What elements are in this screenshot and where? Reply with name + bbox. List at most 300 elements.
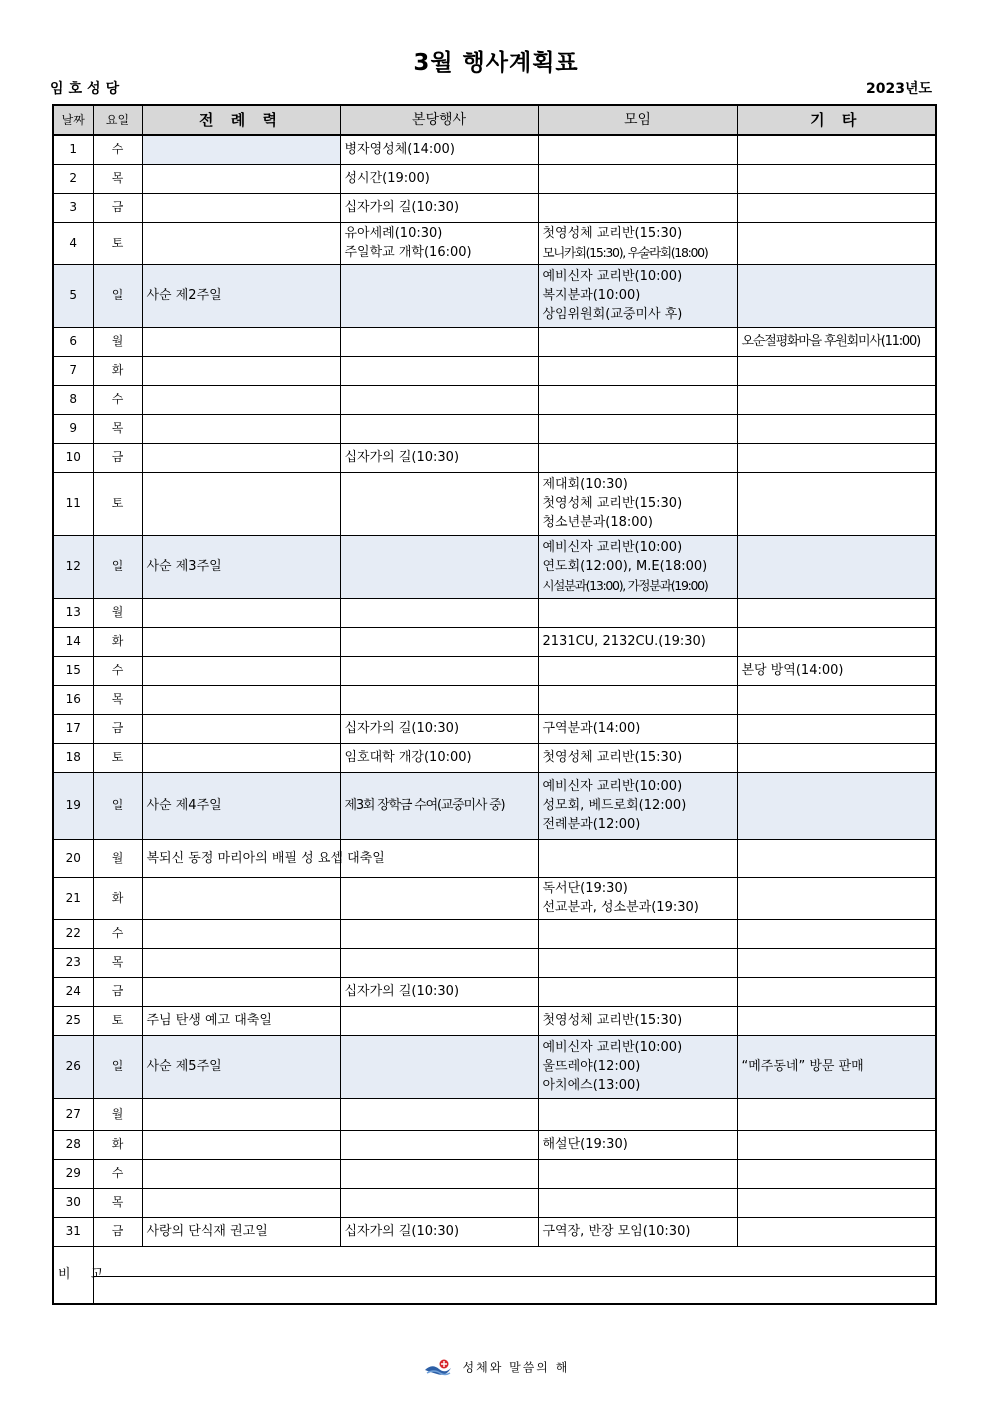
remarks-cell-2: [93, 1276, 936, 1304]
liturgy-cell: [142, 222, 340, 264]
footer: [0, 1358, 992, 1378]
meeting-cell: [538, 1098, 737, 1130]
weekday-cell-line: 화: [111, 1137, 124, 1151]
weekday-cell-line: 수: [111, 1166, 124, 1180]
day-cell-line: 28: [65, 1137, 81, 1151]
liturgy-cell-line: 복되신 동정 마리아의 배필 성 요셉 대축일: [146, 850, 385, 866]
parish-event-cell: [340, 772, 538, 839]
day-cell-line: 4: [69, 235, 78, 250]
day-cell: [53, 685, 93, 714]
table-row: [53, 743, 936, 772]
weekday-cell: [93, 977, 142, 1006]
day-cell: [53, 535, 93, 598]
meeting-cell-line: 모니카회(15:30), 우술라회(18:00): [542, 245, 708, 260]
parish-event-cell: [340, 1006, 538, 1035]
day-cell: [53, 327, 93, 356]
other-cell: [737, 877, 936, 919]
day-cell-line: 23: [65, 955, 81, 969]
meeting-cell: [538, 1130, 737, 1159]
other-cell: [737, 535, 936, 598]
day-cell-line: 7: [69, 363, 78, 377]
weekday-cell-line: 목: [111, 1195, 124, 1209]
other-cell: [737, 414, 936, 443]
weekday-cell: [93, 414, 142, 443]
day-cell-line: 26: [65, 1059, 81, 1073]
meeting-cell-line: 상임위원회(교중미사 후): [542, 307, 683, 322]
meeting-cell: [538, 356, 737, 385]
parish-event-cell-line: 제3회 장학금 수여(교중미사 중): [344, 798, 505, 813]
table-row: [53, 1035, 936, 1098]
liturgy-cell: [142, 1159, 340, 1188]
parish-event-cell: [340, 1217, 538, 1246]
parish-event-cell: [340, 714, 538, 743]
parish-event-cell: [340, 1098, 538, 1130]
day-cell-line: 1: [69, 142, 78, 157]
day-cell-line: 9: [69, 421, 78, 435]
parish-event-cell: [340, 685, 538, 714]
table-row: [53, 1098, 936, 1130]
day-cell: [53, 714, 93, 743]
other-cell: [737, 656, 936, 685]
weekday-cell: [93, 714, 142, 743]
other-cell: [737, 1217, 936, 1246]
day-cell: [53, 1035, 93, 1098]
weekday-cell-line: 금: [111, 200, 124, 214]
other-cell: [737, 385, 936, 414]
meeting-cell: [538, 977, 737, 1006]
weekday-cell-line: 목: [111, 421, 124, 435]
other-cell: [737, 1006, 936, 1035]
day-cell-line: 11: [65, 496, 81, 510]
weekday-cell-line: 화: [111, 634, 124, 648]
liturgy-cell-line: 사순 제5주일: [146, 1059, 222, 1074]
meeting-cell-line: 2131CU, 2132CU.(19:30): [542, 634, 706, 649]
day-cell: [53, 443, 93, 472]
meeting-cell: [538, 714, 737, 743]
weekday-cell: [93, 1006, 142, 1035]
weekday-cell-line: 목: [111, 955, 124, 969]
day-cell: [53, 193, 93, 222]
day-cell: [53, 772, 93, 839]
meeting-cell: [538, 1159, 737, 1188]
remarks-label: 비 고: [53, 1246, 93, 1304]
liturgy-cell-line: 주님 탄생 예고 대축일: [146, 1013, 272, 1028]
meeting-cell-line: 연도회(12:00), M.E(18:00): [542, 559, 708, 574]
day-cell-line: 25: [65, 1013, 81, 1027]
liturgy-cell: [142, 472, 340, 535]
table-row: [53, 385, 936, 414]
meeting-cell: [538, 164, 737, 193]
meeting-cell: [538, 414, 737, 443]
other-cell: [737, 443, 936, 472]
day-cell-line: 30: [65, 1195, 81, 1209]
weekday-cell-line: 수: [111, 663, 124, 677]
day-cell: [53, 977, 93, 1006]
other-cell: [737, 472, 936, 535]
liturgy-cell: [142, 1098, 340, 1130]
weekday-cell: [93, 164, 142, 193]
day-cell-line: 3: [69, 200, 78, 214]
meeting-cell: [538, 1006, 737, 1035]
day-cell-line: 13: [65, 605, 81, 619]
day-cell-line: 12: [65, 559, 81, 573]
day-cell-line: 6: [69, 334, 78, 348]
weekday-cell-line: 수: [111, 926, 124, 940]
other-cell-line: 오순절평화마을 후원회미사(11:00): [741, 334, 920, 349]
day-cell: [53, 1130, 93, 1159]
weekday-cell-line: 토: [111, 496, 124, 510]
liturgy-cell: [142, 414, 340, 443]
meeting-cell: [538, 1188, 737, 1217]
remarks-row-2: [53, 1276, 936, 1304]
other-cell: [737, 1188, 936, 1217]
other-cell: [737, 627, 936, 656]
parish-event-cell: [340, 977, 538, 1006]
weekday-cell: [93, 222, 142, 264]
other-cell: [737, 598, 936, 627]
table-row: [53, 1130, 936, 1159]
meeting-cell-line: 청소년분과(18:00): [542, 515, 653, 530]
meeting-cell: [538, 193, 737, 222]
weekday-cell-line: 화: [111, 363, 124, 377]
liturgy-cell: [142, 1130, 340, 1159]
other-cell: [737, 685, 936, 714]
weekday-cell: [93, 685, 142, 714]
parish-event-cell: [340, 1035, 538, 1098]
table-row: [53, 714, 936, 743]
header-date: 날짜: [53, 105, 93, 135]
meeting-cell: [538, 1035, 737, 1098]
table-row: [53, 327, 936, 356]
table-row: [53, 164, 936, 193]
other-cell: [737, 193, 936, 222]
liturgy-cell: [142, 356, 340, 385]
liturgy-cell: [142, 743, 340, 772]
liturgy-cell: [142, 135, 340, 164]
parish-event-cell-line: 십자가의 길(10:30): [344, 984, 460, 999]
table-row: [53, 877, 936, 919]
other-cell: [737, 919, 936, 948]
meeting-cell: [538, 685, 737, 714]
weekday-cell-line: 일: [111, 798, 124, 812]
liturgy-cell: [142, 264, 340, 327]
weekday-cell-line: 화: [111, 890, 124, 905]
weekday-cell-line: 토: [111, 1013, 124, 1027]
table-row: [53, 656, 936, 685]
table-row: [53, 264, 936, 327]
parish-event-cell-line: 주일학교 개학(16:00): [344, 245, 472, 260]
weekday-cell: [93, 135, 142, 164]
day-cell: [53, 839, 93, 877]
liturgy-cell-line: 사순 제3주일: [146, 559, 222, 574]
liturgy-cell: [142, 714, 340, 743]
meeting-cell-line: 예비신자 교리반(10:00): [542, 269, 683, 284]
other-cell: [737, 135, 936, 164]
meeting-cell-line: 예비신자 교리반(10:00): [542, 1040, 683, 1055]
weekday-cell: [93, 598, 142, 627]
day-cell: [53, 877, 93, 919]
day-cell-line: 21: [65, 890, 81, 905]
liturgy-cell-line: 사랑의 단식재 권고일: [146, 1224, 268, 1239]
liturgy-cell: [142, 772, 340, 839]
day-cell-line: 5: [69, 288, 78, 302]
day-cell-line: 16: [65, 692, 81, 706]
weekday-cell-line: 토: [111, 235, 124, 250]
parish-event-cell: [340, 193, 538, 222]
other-cell: [737, 1159, 936, 1188]
parish-event-cell-line: 유아세례(10:30): [344, 226, 443, 241]
meeting-cell: [538, 627, 737, 656]
weekday-cell: [93, 772, 142, 839]
weekday-cell: [93, 627, 142, 656]
weekday-cell-line: 월: [111, 1106, 124, 1121]
table-row: [53, 839, 936, 877]
weekday-cell: [93, 1217, 142, 1246]
day-cell: [53, 472, 93, 535]
day-cell: [53, 1006, 93, 1035]
liturgy-cell: [142, 1006, 340, 1035]
parish-event-cell: [340, 472, 538, 535]
meeting-cell: [538, 443, 737, 472]
parish-event-cell: [340, 356, 538, 385]
liturgy-cell: [142, 839, 385, 877]
table-row: [53, 472, 936, 535]
liturgy-cell: [142, 598, 340, 627]
remarks-cell-1: [93, 1246, 936, 1276]
parish-event-cell-line: 성시간(19:00): [344, 171, 430, 186]
weekday-cell: [93, 356, 142, 385]
other-cell: [737, 948, 936, 977]
meeting-cell: [538, 385, 737, 414]
meeting-cell: [538, 264, 737, 327]
day-cell-line: 14: [65, 634, 81, 648]
day-cell: [53, 919, 93, 948]
day-cell: [53, 135, 93, 164]
liturgy-cell: [142, 443, 340, 472]
day-cell: [53, 627, 93, 656]
weekday-cell: [93, 948, 142, 977]
weekday-cell-line: 금: [111, 984, 124, 998]
parish-event-cell: [340, 919, 538, 948]
weekday-cell-line: 월: [111, 605, 124, 619]
calendar-body: [53, 135, 936, 1246]
table-row: [53, 627, 936, 656]
header-other: 기 타: [737, 105, 936, 135]
parish-event-cell: [340, 414, 538, 443]
meeting-cell: [538, 948, 737, 977]
table-row: [53, 356, 936, 385]
table-row: [53, 222, 936, 264]
day-cell-line: 31: [65, 1224, 81, 1238]
meeting-cell-line: 첫영성체 교리반(15:30): [542, 1013, 683, 1028]
other-cell: [737, 1130, 936, 1159]
table-row: [53, 1188, 936, 1217]
liturgy-cell: [142, 656, 340, 685]
table-row: [53, 772, 936, 839]
weekday-cell: [93, 385, 142, 414]
weekday-cell: [93, 327, 142, 356]
liturgy-cell: [142, 685, 340, 714]
weekday-cell: [93, 656, 142, 685]
liturgy-cell: [142, 385, 340, 414]
table-row: [53, 977, 936, 1006]
parish-event-cell: [340, 1130, 538, 1159]
weekday-cell-line: 목: [111, 692, 124, 706]
parish-event-cell: [340, 443, 538, 472]
weekday-cell: [93, 443, 142, 472]
meeting-cell-line: 구역장, 반장 모임(10:30): [542, 1224, 691, 1239]
header-weekday: 요일: [93, 105, 142, 135]
other-cell: [737, 222, 936, 264]
weekday-cell-line: 금: [111, 721, 124, 735]
meeting-cell-line: 예비신자 교리반(10:00): [542, 779, 683, 794]
parish-event-cell: [340, 264, 538, 327]
parish-event-cell-line: 십자가의 길(10:30): [344, 1224, 460, 1239]
weekday-cell: [93, 193, 142, 222]
parish-event-cell-line: 임호대학 개강(10:00): [344, 750, 472, 765]
parish-event-cell-line: 십자가의 길(10:30): [344, 450, 460, 465]
weekday-cell: [93, 535, 142, 598]
meeting-cell: [538, 772, 737, 839]
day-cell: [53, 222, 93, 264]
weekday-cell: [93, 877, 142, 919]
parish-event-cell: [340, 535, 538, 598]
weekday-cell: [93, 264, 142, 327]
parish-event-cell: [340, 1159, 538, 1188]
weekday-cell-line: 목: [111, 171, 124, 185]
day-cell: [53, 598, 93, 627]
weekday-cell-line: 월: [111, 850, 124, 865]
liturgy-cell: [142, 535, 340, 598]
parish-event-cell: [340, 598, 538, 627]
meeting-cell: [538, 598, 737, 627]
day-cell: [53, 164, 93, 193]
day-cell-line: 2: [69, 171, 78, 185]
meeting-cell: [538, 656, 737, 685]
parish-event-cell-line: 십자가의 길(10:30): [344, 200, 460, 215]
liturgy-cell-line: 사순 제2주일: [146, 288, 222, 303]
parish-event-cell: [340, 222, 538, 264]
weekday-cell: [93, 839, 142, 877]
day-cell-line: 17: [65, 721, 81, 735]
header-liturgy: 전 례 력: [142, 105, 340, 135]
weekday-cell-line: 일: [111, 1059, 124, 1073]
meeting-cell: [538, 222, 737, 264]
day-cell-line: 29: [65, 1166, 81, 1180]
church-logo-icon: [423, 1358, 453, 1378]
table-row: [53, 443, 936, 472]
other-cell: [737, 264, 936, 327]
meeting-cell-line: 아치에스(13:00): [542, 1078, 641, 1093]
parish-event-cell: [340, 656, 538, 685]
other-cell: [737, 714, 936, 743]
day-cell-line: 20: [65, 850, 81, 865]
day-cell: [53, 948, 93, 977]
weekday-cell-line: 일: [111, 559, 124, 573]
liturgy-cell: [142, 327, 340, 356]
liturgy-cell: [142, 1217, 340, 1246]
day-cell-line: 22: [65, 926, 81, 940]
other-cell: [737, 164, 936, 193]
meeting-cell: [538, 1217, 737, 1246]
weekday-cell: [93, 472, 142, 535]
meeting-cell: [538, 839, 737, 877]
header-meetings: 모임: [538, 105, 737, 135]
day-cell: [53, 1188, 93, 1217]
meeting-cell-line: 예비신자 교리반(10:00): [542, 540, 683, 555]
other-cell: [737, 1035, 936, 1098]
parish-event-cell: [340, 743, 538, 772]
day-cell: [53, 1098, 93, 1130]
other-cell-line: 본당 방역(14:00): [741, 663, 844, 678]
table-row: [53, 535, 936, 598]
parish-event-cell-line: 십자가의 길(10:30): [344, 721, 460, 736]
liturgy-cell: [142, 977, 340, 1006]
meeting-cell: [538, 327, 737, 356]
parish-event-cell: [340, 877, 538, 919]
table-row: [53, 948, 936, 977]
weekday-cell-line: 금: [111, 450, 124, 464]
parish-event-cell: [340, 1188, 538, 1217]
weekday-cell-line: 월: [111, 334, 124, 348]
meeting-cell-line: 전례분과(12:00): [542, 817, 641, 832]
other-cell: [737, 977, 936, 1006]
meeting-cell-line: 첫영성체 교리반(15:30): [542, 226, 683, 241]
liturgy-cell-line: 사순 제4주일: [146, 798, 222, 813]
weekday-cell-line: 수: [111, 392, 124, 406]
weekday-cell-line: 수: [111, 142, 124, 157]
table-row: [53, 598, 936, 627]
day-cell-line: 18: [65, 750, 81, 764]
meeting-cell-line: 독서단(19:30): [542, 881, 628, 896]
day-cell: [53, 264, 93, 327]
meeting-cell-line: 첫영성체 교리반(15:30): [542, 750, 683, 765]
day-cell: [53, 1159, 93, 1188]
page-title: 3월 행사계획표: [413, 50, 579, 76]
header-parish-events: 본당행사: [340, 105, 538, 135]
meeting-cell: [538, 472, 737, 535]
other-cell: [737, 356, 936, 385]
meeting-cell: [538, 135, 737, 164]
liturgy-cell: [142, 919, 340, 948]
table-header-row: [53, 105, 936, 135]
meeting-cell: [538, 535, 737, 598]
weekday-cell: [93, 1130, 142, 1159]
parish-event-cell: [340, 135, 538, 164]
table-row: [53, 1217, 936, 1246]
other-cell-line: “메주동네” 방문 판매: [741, 1059, 864, 1074]
weekday-cell: [93, 1035, 142, 1098]
table-row: [53, 1159, 936, 1188]
parish-event-cell-line: 병자영성체(14:00): [344, 142, 455, 158]
weekday-cell-line: 토: [111, 750, 124, 764]
parish-event-cell: [340, 164, 538, 193]
meeting-cell-line: 시설분과(13:00), 가정분과(19:00): [542, 578, 708, 593]
other-cell: [737, 1098, 936, 1130]
day-cell: [53, 743, 93, 772]
day-cell-line: 27: [65, 1106, 81, 1121]
remarks-row-1: [53, 1246, 936, 1276]
table-row: [53, 685, 936, 714]
footer-text: 성체와 말씀의 해: [462, 1360, 570, 1375]
meeting-cell-line: 구역분과(14:00): [542, 721, 641, 736]
other-cell: [737, 772, 936, 839]
church-name: 임호성당: [50, 81, 125, 97]
table-row: [53, 414, 936, 443]
weekday-cell: [93, 1098, 142, 1130]
parish-event-cell: [340, 948, 538, 977]
day-cell: [53, 414, 93, 443]
